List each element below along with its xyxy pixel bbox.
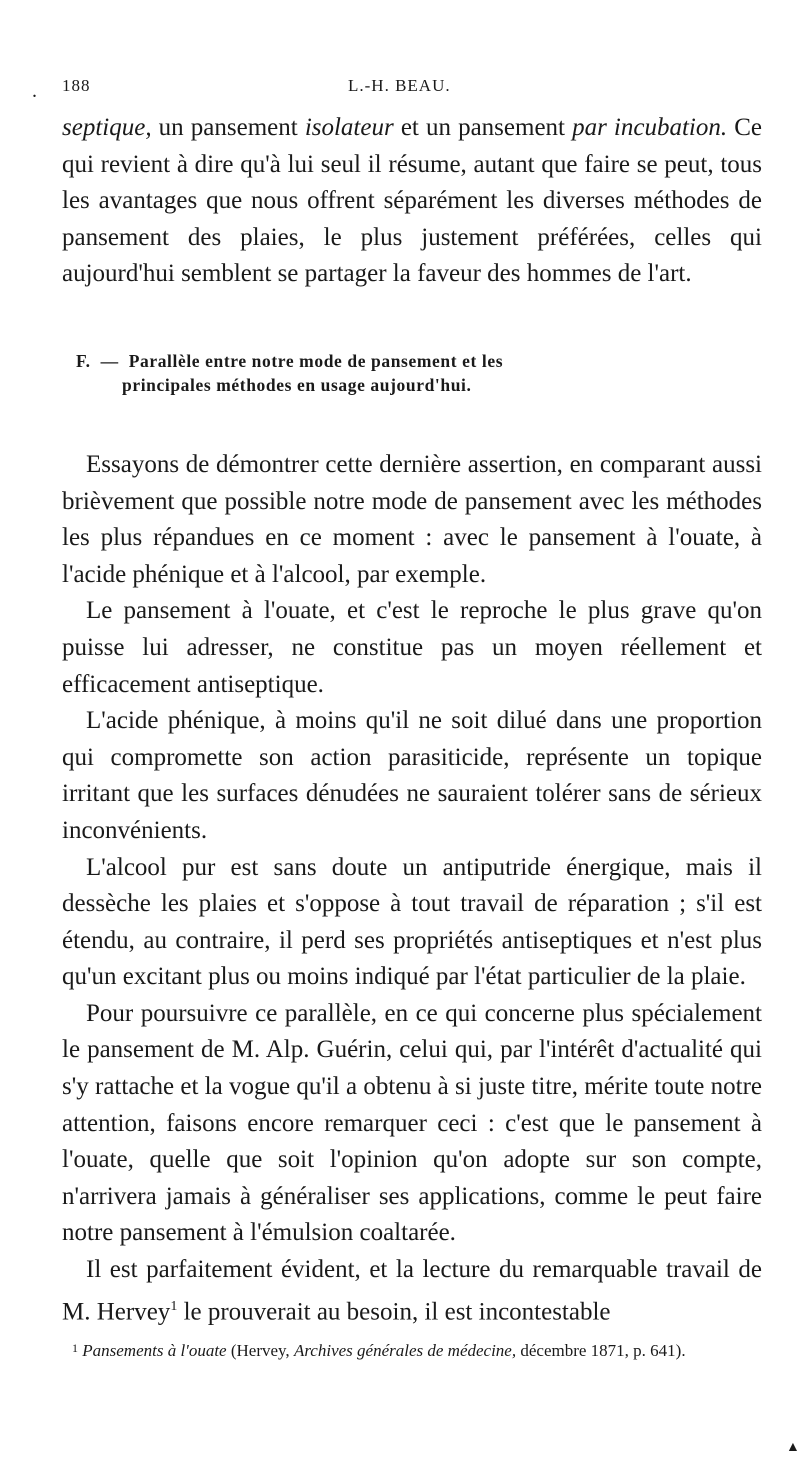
- section-letter: F.: [76, 350, 91, 371]
- last-paragraph-after: le prouverait au besoin, il est incontestable: [177, 1297, 611, 1325]
- last-paragraph-before: Il est parfaitement évident, et la lecture du remarquable travail de M. Hervey: [62, 1256, 762, 1325]
- page-body: [62, 110, 762, 1331]
- intro-text-2: et un pansement: [393, 114, 573, 141]
- footnote-text: [62, 1336, 762, 1363]
- page-number: 188: [62, 76, 91, 95]
- footnote-marker: 1: [72, 1341, 78, 1355]
- body-paragraph: L'acide phénique, à moins qu'il ne soit dilué dans une proportion qui compromette son action parasiticide, représente un topique irritant que les surfaces dénudées ne sauraient tolérer sans de sérieux inconvénients.: [62, 707, 762, 844]
- body-paragraph: Pour poursuivre ce parallèle, en ce qui concerne plus spécialement le pansement de M. Alp. Guérin, celui qui, par l'intérêt d'actualité qui s'y rattache et la vogue qu'il a obtenu à si juste titre, mérite toute notre attention, faisons encore remarquer ceci : c'est que le pansement à l'ouate, quelle que soit l'opinion qu'on adopte sur son compte, n'arrivera jamais à généraliser ses applications, comme le peut faire notre pansement à l'émulsion coaltarée.: [62, 999, 762, 1247]
- footnote-journal: Archives générales de médecine,: [293, 1341, 517, 1360]
- footnote-open: (Hervey,: [226, 1341, 294, 1360]
- section-title-line1: Parallèle entre notre mode de pansement et les: [128, 350, 504, 371]
- body-paragraph: Le pansement à l'ouate, et c'est le reproche le plus grave qu'on puisse lui adresser, ne constitue pas un moyen réellement et efficacement antiseptique.: [62, 597, 762, 698]
- section-dash: —: [100, 350, 119, 371]
- header-bullet: .: [32, 80, 38, 102]
- body-paragraph: Essayons de démontrer cette dernière assertion, en comparant aussi brièvement que possible notre mode de pansement avec les méthodes les plus répandues en ce moment : avec le pansement à l'ouate, à l'acide phénique et à l'alcool, par exemple.: [62, 450, 762, 588]
- intro-paragraph: [62, 110, 762, 293]
- last-paragraph: [62, 1252, 762, 1331]
- intro-text-1: un pansement: [151, 114, 305, 141]
- body-paragraph: L'alcool pur est sans doute un antiputride énergique, mais il dessèche les plaies et s'oppose à tout travail de réparation ; s'il est étendu, au contraire, il perd ses propriétés antiseptiques et n'est plus qu'un excitant plus ou moins indiqué par l'état particulier de la plaie.: [62, 853, 762, 991]
- intro-italic-1: isolateur: [304, 114, 394, 141]
- running-title: L.-H. BEAU.: [348, 76, 451, 95]
- page-header: [32, 70, 762, 108]
- intro-italic-lead: septique,: [62, 114, 152, 141]
- section-heading: [62, 349, 762, 397]
- footnote-date: décembre 1871, p. 641).: [516, 1341, 686, 1360]
- corner-mark: ▲: [786, 1440, 800, 1455]
- footnote-title: Pansements à l'ouate: [82, 1341, 227, 1360]
- footnote: [62, 1336, 762, 1363]
- section-title-line2: principales méthodes en usage aujourd'hui.: [122, 374, 472, 395]
- intro-italic-2: par incubation.: [572, 114, 728, 141]
- intro-text-rest: Ce qui revient à dire qu'à lui seul il résume, autant que faire se peut, tous les avantages que nous offrent séparément les diverses méthodes de pansement des plaies, le plus justement préférées, celles qui aujourd'hui semblent se partager la faveur des hommes de l'art.: [62, 114, 763, 288]
- footnote-reference: 1: [170, 1298, 178, 1314]
